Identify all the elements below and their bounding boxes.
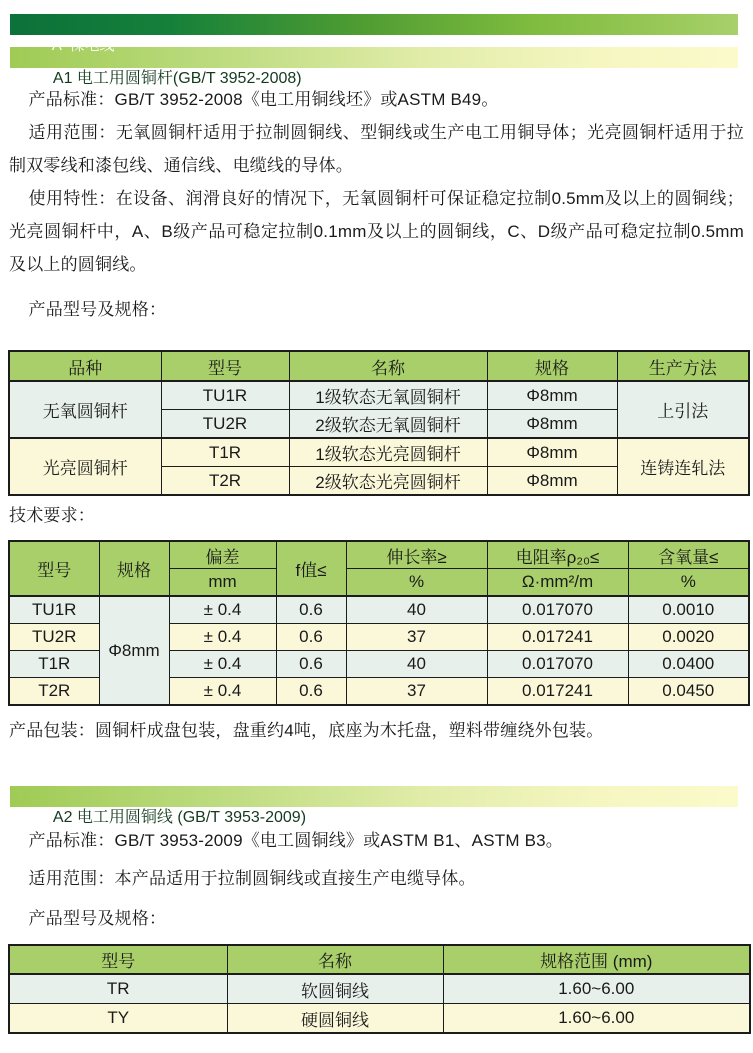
spec-cell: Φ8mm [487,381,617,410]
method-cell: 上引法 [617,381,749,438]
oxygen-cell: 0.0010 [628,596,749,624]
model-cell: T1R [9,651,99,678]
model-cell: TR [9,974,227,1004]
a1-paragraph-usage-characteristics: 使用特性：在设备、润滑良好的情况下，无氧圆铜杆可保证稳定拉制0.5mm及以上的圆铜线；光亮圆铜杆中，A、B级产品可稳定拉制0.1mm及以上的圆铜线，C、D级产品可稳定拉制0.5mm及以上的圆铜线。 [9,189,744,274]
a1-paragraph-product-standard: 产品标准：GB/T 3952-2008《电工用铜线坯》或ASTM B49。 [28,90,499,109]
f-value-cell: 0.6 [276,596,346,624]
model-cell: TU2R [9,624,99,651]
wire-models-table [8,944,751,1034]
table-row [9,438,749,467]
f-value-cell: 0.6 [276,651,346,678]
a1-paragraph-models-specs-label: 产品型号及规格： [28,300,167,319]
models-spec-table-header [9,351,749,381]
oxygen-cell: 0.0020 [628,624,749,651]
technical-requirements-table [8,540,750,706]
table-row [9,974,750,1004]
spec-cell: Φ8mm [487,410,617,439]
unit-percent: % [628,569,749,597]
models-spec-table [8,350,750,496]
column-header-oxygen: 含氧量≤ [628,541,749,569]
table-header-row [9,945,750,974]
resistivity-cell: 0.017241 [487,678,628,706]
column-header-model: 型号 [9,945,227,974]
spec-cell: Φ8mm [487,438,617,467]
a2-paragraph-models-specs-label: 产品型号及规格： [28,909,167,928]
column-header-f-value: f值≤ [276,541,346,596]
model-cell: TU1R [161,381,289,410]
category-cell: 光亮圆铜杆 [9,438,161,495]
category-cell: 无氧圆铜杆 [9,381,161,438]
table-row [9,596,749,624]
model-cell: TU1R [9,596,99,624]
spec-range-cell: 1.60~6.00 [443,974,750,1004]
column-header-spec-range: 规格范围 (mm) [443,945,750,974]
name-cell: 硬圆铜线 [227,1004,443,1034]
section-a-header-bar [10,14,738,54]
f-value-cell: 0.6 [276,624,346,651]
section-a1-header-bar [10,47,738,87]
elongation-cell: 40 [346,596,487,624]
f-value-cell: 0.6 [276,678,346,706]
section-a-title: A 裸电线 [51,37,115,54]
elongation-cell: 37 [346,678,487,706]
unit-mm: mm [169,569,276,597]
spec-range-cell: 1.60~6.00 [443,1004,750,1034]
elongation-cell: 40 [346,651,487,678]
section-a2-title: A2 电工用圆铜线 (GB/T 3953-2009) [52,809,307,826]
spec-cell: Φ8mm [487,467,617,496]
column-header-model: 型号 [9,541,99,596]
column-header-production-method: 生产方法 [617,351,749,381]
table-header-row [9,541,749,569]
spec-cell: Φ8mm [99,596,169,705]
resistivity-cell: 0.017241 [487,624,628,651]
oxygen-cell: 0.0400 [628,651,749,678]
table-row [9,1004,750,1034]
column-header-elongation: 伸长率≥ [346,541,487,569]
column-header-spec: 规格 [99,541,169,596]
name-cell: 1级软态光亮圆铜杆 [289,438,487,467]
deviation-cell: ± 0.4 [169,651,276,678]
a2-paragraph-application-scope: 适用范围：本产品适用于拉制圆铜线或直接生产电缆导体。 [28,869,476,888]
model-cell: T2R [9,678,99,706]
technical-requirements-table-header [9,541,749,596]
model-cell: TU2R [161,410,289,439]
elongation-cell: 37 [346,624,487,651]
table-header-row [9,351,749,381]
column-header-variety: 品种 [9,351,161,381]
name-cell: 2级软态无氧圆铜杆 [289,410,487,439]
column-header-name: 名称 [227,945,443,974]
resistivity-cell: 0.017070 [487,596,628,624]
column-header-model: 型号 [161,351,289,381]
column-header-deviation: 偏差 [169,541,276,569]
model-cell: TY [9,1004,227,1034]
model-cell: T1R [161,438,289,467]
column-header-resistivity: 电阻率ρ₂₀≤ [487,541,628,569]
packaging-paragraph: 产品包装：圆铜杆成盘包装，盘重约4吨，底座为木托盘，塑料带缠绕外包装。 [9,721,604,740]
table-row [9,381,749,410]
section-a1-title: A1 电工用圆铜杆(GB/T 3952-2008) [52,70,302,87]
wire-models-table-header [9,945,750,974]
column-header-name: 名称 [289,351,487,381]
column-header-spec: 规格 [487,351,617,381]
name-cell: 1级软态无氧圆铜杆 [289,381,487,410]
section-a2-header-bar [10,786,738,826]
oxygen-cell: 0.0450 [628,678,749,706]
unit-ohm: Ω·mm²/m [487,569,628,597]
a2-paragraph-product-standard: 产品标准：GB/T 3953-2009《电工圆铜线》或ASTM B1、ASTM B3。 [28,831,564,850]
method-cell: 连铸连轧法 [617,438,749,495]
deviation-cell: ± 0.4 [169,678,276,706]
resistivity-cell: 0.017070 [487,651,628,678]
unit-percent: % [346,569,487,597]
model-cell: T2R [161,467,289,496]
name-cell: 2级软态光亮圆铜杆 [289,467,487,496]
deviation-cell: ± 0.4 [169,596,276,624]
name-cell: 软圆铜线 [227,974,443,1004]
technical-requirements-label: 技术要求： [9,506,95,525]
deviation-cell: ± 0.4 [169,624,276,651]
a1-paragraph-application-scope: 适用范围：无氧圆铜杆适用于拉制圆铜线、型铜线或生产电工用铜导体；光亮圆铜杆适用于拉制双零线和漆包线、通信线、电缆线的导体。 [9,123,744,175]
